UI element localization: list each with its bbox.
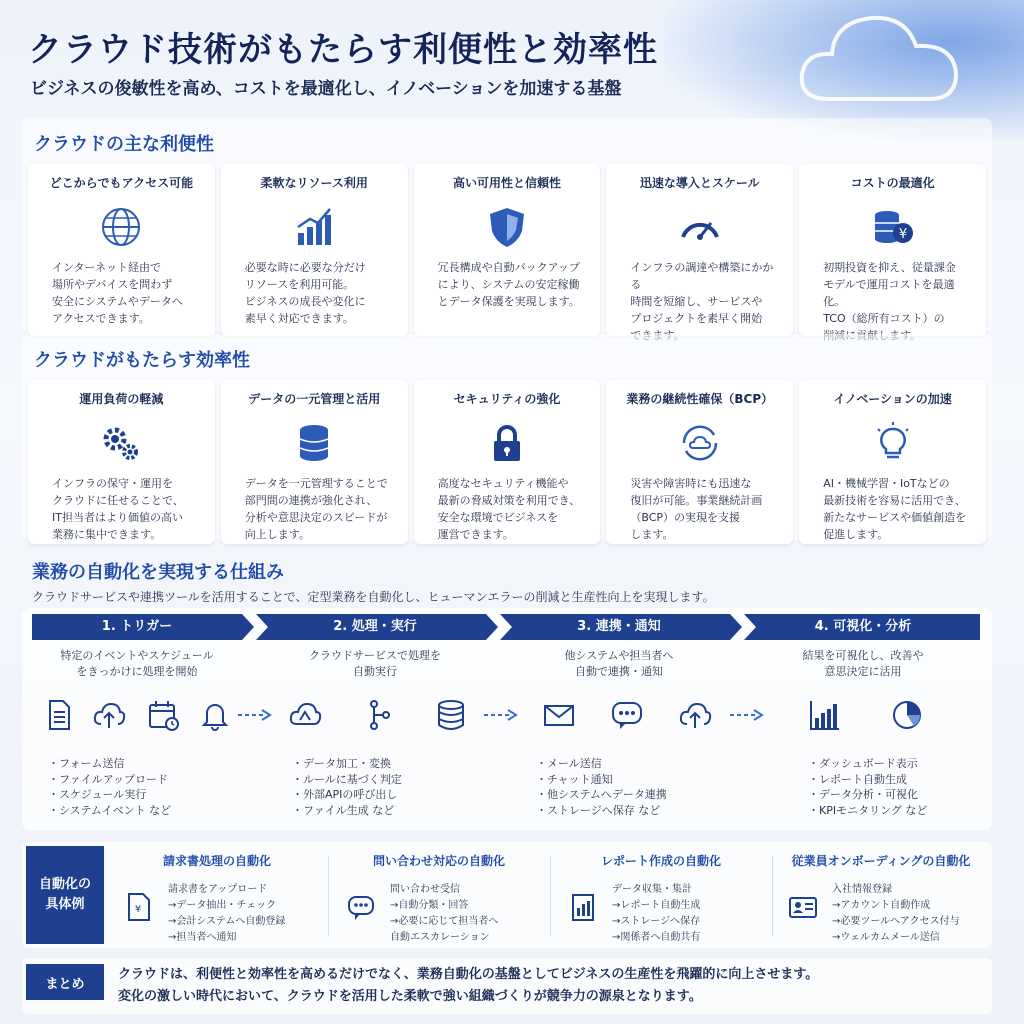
step-desc-trigger: 特定のイベントやスケジュール をきっかけに処理を開始 [60,649,214,678]
list-item: ・システムイベント など [48,803,172,817]
card-title: セキュリティの強化 [453,392,561,406]
card-title: イノベーションの加速 [833,392,952,406]
divider [328,856,329,936]
card-title: 柔軟なリソース利用 [260,176,368,190]
example-invoice [110,846,324,944]
workflow-icon [362,698,396,732]
list-item: ・スケジュール実行 [48,788,147,801]
step-list-notify [536,756,667,818]
mail-icon [542,698,576,732]
card-text: インフラの保守・運用を クラウドに任せることで、 IT担当者はより価値の高い 業務に集中できます。 [52,477,184,541]
example-inquiry [332,846,546,944]
shield-icon [485,205,529,249]
list-item: ・ストレージへ保存 など [536,803,661,817]
step-label-analyze: 4. 可視化・分析 [814,619,912,634]
example-title: 従業員オンボーディングの自動化 [791,854,971,868]
bell-icon [198,698,232,732]
card-title: 運用負荷の軽減 [79,392,164,406]
step-label-process: 2. 処理・実行 [333,619,417,634]
list-item: ・データ加工・変換 [292,757,391,770]
gears-icon [99,421,143,465]
step-list-process [292,756,402,818]
card-title: 業務の継続性確保（BCP） [626,392,774,406]
summary-panel [22,958,992,1014]
calendar-icon [146,698,180,732]
card-text: インフラの調達や構築にかかる 時間を短縮し、サービスや プロジェクトを素早く開始 [630,261,774,325]
step-desc-analyze: 結果を可視化し、改善や 意思決定に活用 [802,649,924,678]
id-card-icon [788,892,818,922]
examples-label [26,846,104,944]
flow-arrow-icon [482,708,520,722]
step-list-analyze [808,756,927,818]
card-text: 冗長構成や自動バックアップ により、システムの安定稼働 とデータ保護を実現します。 [437,261,580,308]
card-title: どこからでもアクセス可能 [49,176,194,190]
invoice-icon [124,892,154,922]
globe-icon [99,205,143,249]
benefit-card-flexible [221,164,408,336]
card-text: 初期投資を抑え、従量課金 モデルで運用コストを最適化。 TCO（総所有コスト）の [823,261,956,325]
lock-icon [485,421,529,465]
automation-description: クラウドサービスや連携ツールを活用することで、定型業務を自動化し、ヒューマンエラーの削減と生産性向上を実現します。 [32,590,715,604]
efficiency-title: クラウドがもたらす効率性 [34,350,250,371]
cloud-decoration-icon [794,4,964,114]
efficiency-card-innovation [799,380,986,544]
example-title: 請求書処理の自動化 [162,854,271,868]
list-item: ・フォーム送信 [48,757,125,770]
examples-panel [22,842,992,948]
efficiency-card-operations [28,380,215,544]
list-item: ・ファイル生成 など [292,803,395,817]
svg-text:¥: ¥ [134,904,142,915]
card-text: 必要な時に必要な分だけ リソースを利用可能。 ビジネスの成長や変化に 素早く対応できます。 [244,261,366,325]
list-item: ・ダッシュボード表示 [808,757,918,770]
cloud-upload-icon [678,698,712,732]
step-desc-process: クラウドサービスで処理を 自動実行 [309,649,441,678]
divider [550,856,551,936]
list-item: ・データ分析・可視化 [808,788,918,801]
card-text: インターネット経由で 場所やデバイスを問わず 安全にシステムやデータへ アクセスできます。 [52,261,183,325]
cloud-process-icon [288,698,322,732]
list-item: ・レポート自動生成 [808,772,907,786]
page-subtitle: ビジネスの俊敏性を高め、コストを最適化し、イノベーションを加速する基盤 [30,79,622,99]
svg-text:¥: ¥ [898,227,907,242]
step-label-notify: 3. 連携・通知 [577,619,661,634]
benefit-card-access [28,164,215,336]
list-item: ・チャット通知 [536,772,613,786]
automation-title: 業務の自動化を実現する仕組み [32,562,284,583]
report-icon [568,892,598,922]
list-item: ・他システムへデータ連携 [536,788,667,801]
cloud-sync-icon [678,421,722,465]
efficiency-card-security [414,380,601,544]
database-icon [292,421,336,465]
flow-arrow-icon [728,708,766,722]
step-desc-notify: 他システムや担当者へ 自動で連携・通知 [564,649,674,678]
automation-flow-panel [22,608,992,830]
example-text: 問い合わせ受信 →自動分類・回答 →必要に応じて担当者へ 自動エスカレーション [390,884,499,943]
example-title: レポート作成の自動化 [600,854,721,868]
benefits-panel [22,118,992,332]
list-item: ・メール送信 [536,757,602,770]
cloud-upload-icon [92,698,126,732]
chat-icon [610,698,644,732]
database-icon [434,698,468,732]
list-item: ・ルールに基づく判定 [292,772,402,786]
summary-label: まとめ [26,964,104,1000]
example-text: データ収集・集計 →レポート自動生成 →ストレージへ保存 →関係者へ自動共有 [612,884,701,943]
flow-arrow-icon [236,708,274,722]
speedometer-icon [678,205,722,249]
benefit-card-availability [414,164,601,336]
pie-chart-icon [890,698,924,732]
divider [772,856,773,936]
list-item: ・ファイルアップロード [48,772,169,786]
lightbulb-icon [871,421,915,465]
efficiency-card-bcp [606,380,793,544]
efficiency-panel [22,334,992,540]
list-item: ・外部APIの呼び出し [292,788,398,801]
examples-label-text: 自動化の 具体例 [38,877,91,912]
step-label-trigger: 1. トリガー [101,619,173,634]
card-text: 高度なセキュリティ機能や 最新の脅威対策を利用でき、 安全な環境でビジネスを 運営できます。 [437,477,581,541]
efficiency-card-data [221,380,408,544]
example-onboarding [774,846,988,944]
card-title: データの一元管理と活用 [248,392,381,406]
card-text: 災害や障害時にも迅速な 復旧が可能。事業継続計画 （BCP）の実現を支援 します。 [630,477,763,541]
summary-text: クラウドは、利便性と効率性を高めるだけでなく、業務自動化の基盤としてビジネスの生産性を飛躍的に向上させます。 変化の激しい時代において、クラウドを活用した柔軟で強い組織づくりが競争力の源泉となります。 [118,967,819,1004]
coins-yen-icon [871,205,915,249]
card-title: 高い可用性と信頼性 [452,176,561,190]
list-item: ・KPIモニタリング など [808,803,928,817]
step-list-trigger [48,756,171,818]
growth-chart-icon [292,205,336,249]
benefit-card-cost [799,164,986,336]
benefits-title: クラウドの主な利便性 [34,134,214,155]
document-icon [42,698,76,732]
example-title: 問い合わせ対応の自動化 [372,854,505,868]
card-title: コストの最適化 [850,176,935,190]
card-text: AI・機械学習・IoTなどの 最新技術を容易に活用でき、 新たなサービスや価値創造を 促進します。 [823,477,967,541]
card-title: 迅速な導入とスケール [639,176,760,190]
bar-chart-icon [808,698,842,732]
benefit-card-speed [606,164,793,336]
example-text: 入社情報登録 →アカウント自動作成 →必要ツールへアクセス付与 →ウェルカムメール送信 [832,884,960,943]
example-text: 請求書をアップロード →データ抽出・チェック →会計システムへ自動登録 →担当者へ通知 [168,884,286,943]
page-title: クラウド技術がもたらす利便性と効率性 [28,30,658,70]
card-text: データを一元管理することで 部門間の連携が強化され、 分析や意思決定のスピードが 向上します。 [244,477,388,541]
chat-bot-icon [346,892,376,922]
example-report [554,846,768,944]
